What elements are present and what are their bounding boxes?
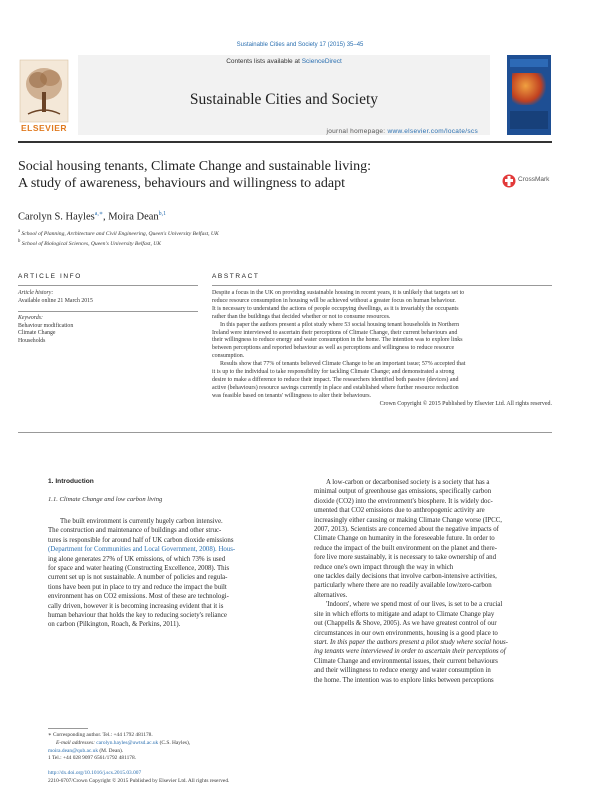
homepage-link[interactable]: www.elsevier.com/locate/scs xyxy=(387,128,478,135)
crossmark-badge[interactable] xyxy=(502,171,554,191)
body-line: cally driven, however it is becoming increasing evident that it is xyxy=(48,602,224,610)
body-line: The construction and maintenance of buildings and other struc- xyxy=(48,527,222,535)
abstract-line: Despite a focus in the UK on providing sustainable housing in recent years, it is unlikely that targets set to xyxy=(212,290,465,296)
section-heading: 1. Introduction xyxy=(48,478,94,485)
author-1: Carolyn S. Hayles xyxy=(18,211,95,223)
body-line: fore live more sustainably, it is necessary to take ownership of and xyxy=(314,554,497,562)
abstract-line: active (behaviours) resource savings currently in place and established where further resource reduction xyxy=(212,384,459,391)
email-note-2: moira.dean@qub.ac.uk (M. Dean). xyxy=(48,747,124,754)
body-line: ing alone generates 27% of UK emissions, of which 73% is used xyxy=(48,555,226,563)
email-link-1[interactable]: carolyn.hayles@uwtsd.ac.uk xyxy=(96,739,159,746)
body-line: reduce the impact of the built environment on the planet and there- xyxy=(314,544,498,552)
copyright-line: Crown Copyright © 2015 Published by Elsevier Ltd. All rights reserved. xyxy=(379,400,552,407)
abstract-line: their willingness to reduce energy and water consumption in the home. The intention was to explore links xyxy=(212,337,463,344)
doi-block xyxy=(48,770,229,786)
email-note: E-mail addresses: carolyn.hayles@uwtsd.ac.uk (C.S. Hayles), xyxy=(56,739,191,746)
homepage-label: journal homepage: xyxy=(326,128,388,135)
affiliation-a: $^a$ School of Planning, Architecture and Civil Engineering, Queen's University Belfast, UK xyxy=(18,229,219,237)
body-line: alternatives. xyxy=(314,591,348,599)
body-line: Climate Change and environmental issues, their current behaviours xyxy=(314,657,498,665)
article-title-line1: Social housing tenants, Climate Change and sustainable living: xyxy=(18,159,372,174)
body-line: on carbon (Pilkington, Roach, & Perkins, 2011). xyxy=(48,621,181,629)
author-1-affil[interactable]: a,∗ xyxy=(94,211,103,217)
journal-cover xyxy=(507,55,551,135)
article-title xyxy=(18,158,371,192)
abstract-line: was feasible based on tenants' willingness to alter their behaviours. xyxy=(212,392,372,399)
author-2: Moira Dean xyxy=(108,211,159,223)
affiliations xyxy=(18,228,219,249)
keyword-item: Households xyxy=(18,337,46,344)
abstract-line: It is necessary to understand the actions of people occupying dwellings, as it is invariably the occupants xyxy=(212,305,459,312)
article-title-line2: A study of awareness, behaviours and willingness to adapt xyxy=(18,176,345,191)
body-line: Climate Change on humanity in the foreseeable future. In order to xyxy=(314,535,495,543)
crossmark-icon xyxy=(502,173,516,189)
keywords-label: Keywords: xyxy=(18,315,43,321)
abstract-heading: ABSTRACT xyxy=(212,273,260,280)
homepage-line xyxy=(326,128,478,135)
abstract-body xyxy=(212,290,552,409)
citation-line: Sustainable Cities and Society 17 (2015) 35–45 xyxy=(236,42,364,48)
contents-line xyxy=(78,58,490,65)
history-value: Available online 21 March 2015 xyxy=(18,297,93,304)
body-line: the home. The intention was to explore links between perceptions xyxy=(314,676,494,684)
article-info-heading: ARTICLE INFO xyxy=(18,273,82,280)
affiliation-b: $^b$ School of Biological Sciences, Queen's University Belfast, UK xyxy=(18,239,162,248)
journal-header-box xyxy=(78,55,490,135)
body-line: site in which efforts to mitigate and adapt to Climate Change play xyxy=(314,610,495,618)
body-line: dioxide (CO2) into the environment's biosphere. It is widely doc- xyxy=(314,497,493,505)
abstract-line: In this paper the authors present a pilot study where 53 social housing tenant households in Northern xyxy=(220,321,460,328)
email-link-2[interactable]: moira.dean@qub.ac.uk xyxy=(48,747,99,754)
subsection-heading: 1.1. Climate Change and low carbon living xyxy=(48,496,163,503)
body-line: The built environment is currently hugely carbon intensive. xyxy=(60,518,223,525)
body-line: tures is responsible for around half of UK carbon dioxide emissions xyxy=(48,536,234,544)
body-line: out (Chappells & Shove, 2005). As we have greatest control of our xyxy=(314,620,497,628)
doi-link[interactable]: http://dx.doi.org/10.1016/j.scs.2015.03.007 xyxy=(48,770,142,776)
body-line: one tackles daily decisions that involve carbon-intensive activities, xyxy=(314,573,497,581)
history-label: Article history: xyxy=(18,290,54,296)
body-line: increasingly either causing or making Climate Change worse (IPCC, xyxy=(314,516,502,524)
elsevier-tree-icon xyxy=(18,58,70,124)
sciencedirect-link[interactable]: ScienceDirect xyxy=(301,58,342,65)
author-2-affil[interactable]: b,1 xyxy=(158,211,167,217)
body-line: reduce one's own impact through the way in which xyxy=(314,563,454,571)
body-line: ing tenants were interviewed in order to ascertain their perceptions of xyxy=(314,648,506,656)
body-line: umented that CO2 emissions due to anthropogenic activity are xyxy=(314,507,485,515)
authors: Carolyn S. Hayles$^{a,∗}$, Moira Dean$^{b,1}$ xyxy=(18,211,167,223)
body-line: tions have been put in place to try and reduce the impact the built xyxy=(48,583,227,591)
abstract-line: Results show that 77% of tenants believed Climate Change to be an important issue; 57% accepted that xyxy=(220,361,466,368)
body-line: (Department for Communities and Local Government, 2008). Hous- xyxy=(48,546,236,554)
keyword-item: Behaviour modification xyxy=(18,322,74,329)
tel-note: 1 Tel.: +44 028 9097 6561/1792 481178. xyxy=(48,755,137,762)
body-line: current set up is not sustainable. A number of policies and regula- xyxy=(48,574,228,582)
abstract-line: between perceptions and reported behaviour as well as perceptions and willingness to reduce resource xyxy=(212,345,455,352)
abstract-line: rather than the buildings that decided whether or not to consume resources. xyxy=(212,313,391,320)
body-line: start. In this paper the authors present a pilot study where social hous- xyxy=(314,638,508,646)
body-line: human behaviour that holds the key to reducing society's reliance xyxy=(48,612,227,620)
body-line: and their willingness to reduce energy and water consumption in xyxy=(314,667,491,675)
abstract-line: reduce resource consumption in housing will be achieved without a greater focus on human behaviour. xyxy=(212,297,456,304)
contents-prefix: Contents lists available at xyxy=(226,58,302,65)
body-line: for space and water heating (Constructing Excellence, 2008). This xyxy=(48,565,230,573)
right-column-text xyxy=(314,478,552,685)
abstract-line: Ireland were interviewed to ascertain their perceptions of Climate Change, their current behaviours and xyxy=(212,329,458,336)
abstract-line: desire to make a difference to reduce their impact. The researchers identified both passive (devices) and xyxy=(212,376,459,383)
body-line: particularly where there are no readily available low/zero-carbon xyxy=(314,582,492,590)
body-line: circumstances in our own environments, housing is a good place to xyxy=(314,629,498,637)
body-line: 2007, 2013). Scientists are concerned about the negative impacts of xyxy=(314,526,499,534)
body-line: environment has on CO2 emissions. Most of these are technologi- xyxy=(48,593,229,601)
issn-line: 2210-6707/Crown Copyright © 2015 Published by Elsevier Ltd. All rights reserved. xyxy=(48,777,230,784)
abstract-line: it is up to the individual to take responsibility for tackling Climate Change; and demonstrated a strong xyxy=(212,369,455,376)
footnotes xyxy=(48,732,190,763)
body-line: 'Indoors', where we spend most of our lives, is set to be a crucial xyxy=(326,601,503,609)
article-history xyxy=(18,290,93,305)
left-column-text xyxy=(48,517,286,630)
body-line: A low-carbon or decarbonised society is a society that has a xyxy=(326,479,490,486)
crossmark-label: CrossMark xyxy=(518,176,550,183)
keywords xyxy=(18,315,73,345)
corresponding-author-note: ∗ Corresponding author. Tel.: +44 1792 481178. xyxy=(48,732,153,738)
publisher-name: ELSEVIER xyxy=(20,123,68,133)
body-line: minimal output of greenhouse gas emissions, specifically carbon xyxy=(314,488,492,496)
journal-title: Sustainable Cities and Society xyxy=(189,91,379,108)
elsevier-logo xyxy=(18,58,70,132)
abstract-line: consumption. xyxy=(212,353,245,360)
keyword-item: Climate Change xyxy=(18,330,56,337)
